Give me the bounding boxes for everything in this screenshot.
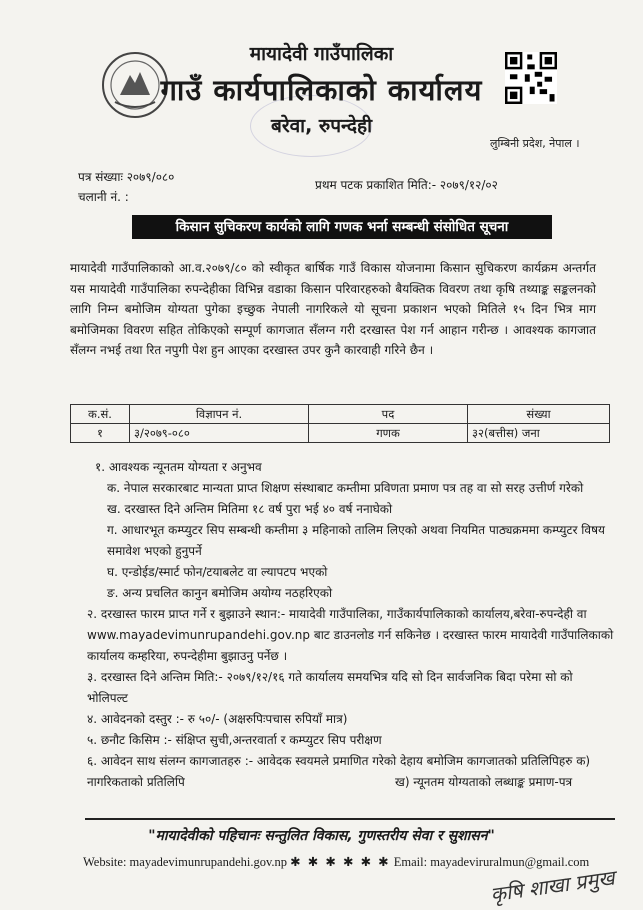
- req-5: ५. छनौट किसिम :- संक्षिप्त सुची,अन्तरवार्ता र कम्प्युटर सिप परीक्षण: [87, 733, 382, 747]
- table-row: [71, 424, 610, 443]
- motto: "मायादेवीको पहिचानः सन्तुलित विकास, गुणस्तरीय सेवा र सुशासन": [148, 828, 495, 844]
- req-1e: ङ. अन्य प्रचलित कानुन बमोजिम अयोग्य नठहरिएको: [107, 586, 333, 600]
- col-header-sn: क.सं.: [71, 405, 130, 424]
- cell-ad-no: ३/२०७९-०८०: [130, 424, 309, 443]
- office-name: गाउँ कार्यपालिकाको कार्यालय: [160, 73, 483, 107]
- office-location: बरेवा, रुपन्देही: [270, 115, 373, 137]
- req-3: ३. दरखास्त दिने अन्तिम मिति:- २०७९/१२/१६ गते कार्यालय समयभित्र यदि सो दिन सार्वजनिक बिदा परेमा सो को भोलिपल्ट: [87, 670, 573, 705]
- qr-code-icon: [505, 52, 557, 104]
- req-6: ६. आवेदन साथ संलग्न कागजातहरु :- आवेदक स्वयमले प्रमाणित गरेको देहाय बमोजिम कागजातको प्रतिलिपिहरु क) नागरिकताको प्रतिलिपि: [87, 754, 591, 789]
- footer-contact: [83, 854, 589, 870]
- col-header-ad-no: विज्ञापन नं.: [130, 405, 309, 424]
- dispatch-number: चलानी नं. :: [78, 190, 129, 204]
- footer-divider: [85, 818, 615, 820]
- intro-paragraph: मायादेवी गाउँपालिकाको आ.व.२०७९/८० को स्वीकृत बार्षिक गाउँ विकास योजनामा किसान सुचिकरण कार्यक्रम अन्तर्गत यस मायादेवी गाउँपालिका रुपन्देहीका विभिन्न वडाका किसान परिवारहरुको बैयक्तिक विवरण तथा कृषि तथ्याङ्क सङ्कलनको लागि निम्न बमोजिम योग्यता पुगेका इच्छुक नेपाली नागरिकले यो सूचना प्रकाशन भएको मितिले १५ दिन भित्र माग बमोजिमका विवरण सहित तोकिएको सम्पूर्ण कागजात सँलग्न गरी दरखास्त पेश गर्न आहान गरीन्छ । आवश्यक कागजात सँलग्न नभई तथा रित नपुगी पेश हुन आएका दरखास्त उपर कुनै कारवाही गरिने छैन ।: [70, 261, 596, 357]
- requirements-list: [87, 457, 615, 793]
- cell-count: ३२(बत्तीस) जना: [468, 424, 610, 443]
- col-header-count: संख्या: [468, 405, 610, 424]
- cell-sn: १: [71, 424, 130, 443]
- req-2: २. दरखास्त फारम प्राप्त गर्ने र बुझाउने स्थान:- मायादेवी गाउँपालिका, गाउँकार्यपालिकाको कार्यालय,बरेवा-रुपन्देही वा www.mayadevimunrupandehi.gov.np बाट डाउनलोड गर्न सकिनेछ । दरखास्त फारम मायादेवी गाउँपालिकाको कार्यालय कम्हरिया, रुपन्देहीमा बुझाउनु पर्नेछ ।: [87, 607, 614, 663]
- req-4: ४. आवेदनको दस्तुर :- रु ५०/- (अक्षरुपिःपचास रुपियाँ मात्र): [87, 712, 348, 726]
- req-1-heading: १. आवश्यक न्यूनतम योग्यता र अनुभव: [95, 460, 262, 474]
- notice-title: किसान सुचिकरण कार्यको लागि गणक भर्ना सम्बन्धी संसोधित सूचना: [132, 215, 552, 239]
- publication-date: प्रथम पटक प्रकाशित मिति:- २०७९/१२/०२: [315, 178, 498, 192]
- cell-post: गणक: [309, 424, 468, 443]
- reference-number: पत्र संख्याः २०७९/०८०: [78, 170, 175, 184]
- req-6b: ख) न्यूनतम योग्यताको लब्धाङ्क प्रमाण-पत्र: [395, 775, 573, 789]
- municipality-name: मायादेवी गाउँपालिका: [249, 43, 394, 65]
- province-label: लुम्बिनी प्रदेश, नेपाल ।: [490, 137, 580, 150]
- email-link[interactable]: Email: mayadeviruralmun@gmail.com: [393, 855, 590, 869]
- vacancy-table: [70, 404, 610, 443]
- req-1b: ख. दरखास्त दिने अन्तिम मितिमा १८ वर्ष पुरा भई ४० वर्ष ननाघेको: [107, 502, 393, 516]
- table-header-row: [71, 405, 610, 424]
- req-1c: ग. आधारभूत कम्प्युटर सिप सम्बन्धी कम्तीमा ३ महिनाको तालिम लिएको अथवा नियमित पाठ्यक्रममा कम्प्युटर विषय समावेश भएको हुनुपर्ने: [107, 523, 605, 558]
- col-header-post: पद: [309, 405, 468, 424]
- req-1d: घ. एन्डोईड/स्मार्ट फोन/टयाबलेट वा ल्यापटप भएको: [107, 565, 328, 579]
- req-1a: क. नेपाल सरकारबाट मान्यता प्राप्त शिक्षण संस्थाबाट कम्तीमा प्रविणता प्रमाण पत्र तह वा सो सरह उत्तीर्ण गरेको: [107, 481, 584, 495]
- signature: कृषि शाखा प्रमुख: [489, 865, 616, 907]
- footer-separator: ✱ ✱ ✱ ✱ ✱ ✱: [290, 855, 391, 869]
- website-link[interactable]: Website: mayadevimunrupandehi.gov.np: [83, 855, 288, 869]
